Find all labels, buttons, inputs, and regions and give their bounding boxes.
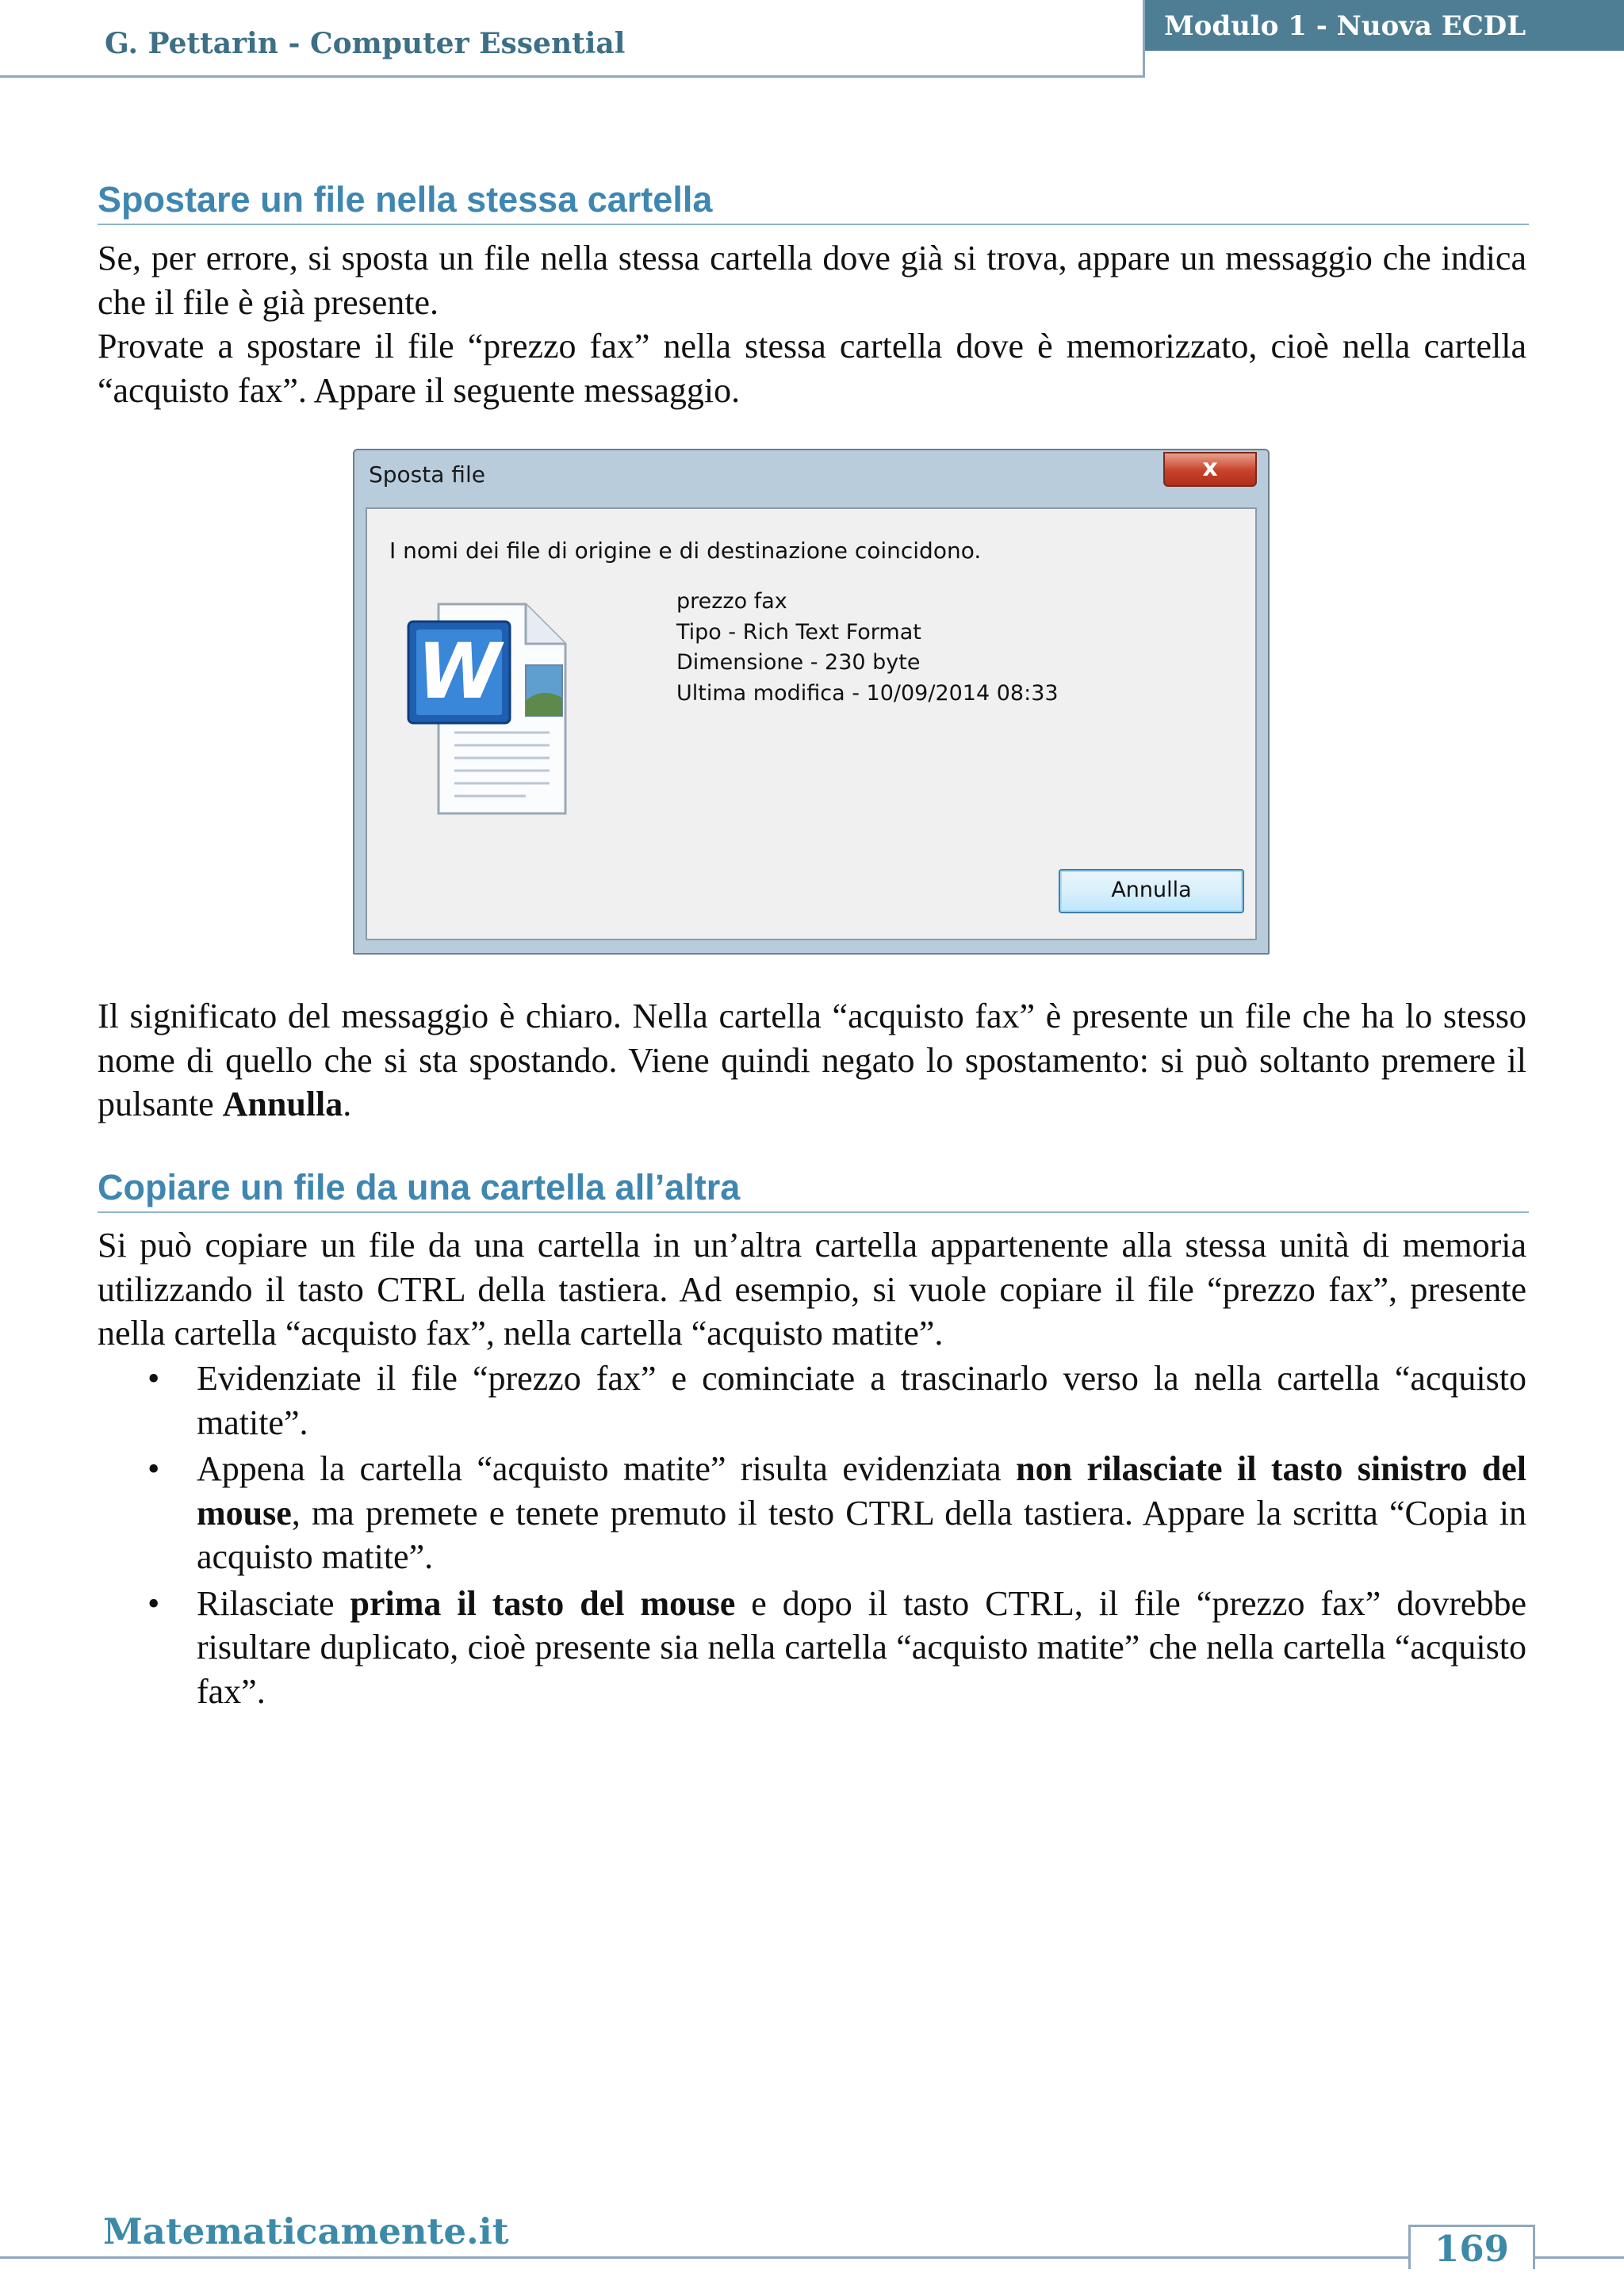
footer-divider [0,2256,1408,2259]
header-left-box [0,0,1145,78]
header-module-tab: Modulo 1 - Nuova ECDL [1145,0,1624,51]
paragraph-3-end: . [343,1085,352,1123]
paragraph-4: Si può copiare un file da una cartella in un’altra cartella appartenente alla stessa unità di memoria utilizzando il tasto CTRL della tastiera. Ad esempio, si vuole copiare il file “prezzo fax”, presente nella cartella “acquisto fax”, nella cartella “acquisto matite”. [98,1226,1526,1353]
bullet-3-bold: prima il tasto del mouse [350,1583,736,1623]
file-type: Tipo - Rich Text Format [676,619,921,645]
bullet-3-text-b: e dopo il tasto CTRL, il file “prezzo fax” dovrebbe risultare duplicato, cioè presente sia nella cartella “acquisto matite” che nella cartella “acquisto fax”. [197,1583,1526,1711]
bullet-icon: • [147,1449,160,1488]
annulla-bold: Annulla [222,1085,343,1123]
section-title-copy-file: Copiare un file da una cartella all’altra [98,1167,1529,1213]
dialog-title: Sposta file [369,461,485,488]
bullet-2-bold: non rilasciate il tasto sinistro del mouse [197,1449,1526,1533]
header-author-title: G. Pettarin - Computer Essential [105,27,626,60]
paragraph-3-text: Il significato del messaggio è chiaro. Nella cartella “acquisto fax” è presente un file che ha lo stesso nome di quello che si sta spostando. Viene quindi negato lo spostamento: si può soltanto premere il pulsante [98,997,1526,1123]
dialog-body [366,507,1257,940]
file-name: prezzo fax [676,589,787,614]
bullet-3-text-a: Rilasciate [197,1583,350,1623]
section-title-move-same-folder: Spostare un file nella stessa cartella [98,179,1529,225]
close-icon[interactable]: x [1163,452,1257,487]
list-item [98,1357,1526,1445]
file-modified: Ultima modifica - 10/09/2014 08:33 [676,680,1059,706]
bullet-1-text: Evidenziate il file “prezzo fax” e cominciate a trascinarlo verso la nella cartella “acquisto matite”. [197,1359,1526,1442]
bullet-list [98,1357,1526,1716]
page-number: 169 [1408,2225,1535,2269]
paragraph-1: Se, per errore, si sposta un file nella stessa cartella dove già si trova, appare un messaggio che indica che il file è già presente. [98,239,1526,322]
footer-divider-right [1535,2256,1624,2259]
word-icon-letter: W [417,627,501,716]
bullet-2-text-a: Appena la cartella “acquisto matite” risulta evidenziata [197,1449,1017,1488]
file-size: Dimensione - 230 byte [676,650,921,675]
footer-site: Matematicamente.it [103,2210,509,2252]
file-info [676,587,1059,709]
dialog-message: I nomi dei file di origine e di destinazione coincidono. [389,538,982,564]
paragraph-3 [98,994,1526,1127]
list-item [98,1582,1526,1714]
bullet-icon: • [147,1359,160,1398]
list-item [98,1447,1526,1579]
annulla-button[interactable]: Annulla [1059,869,1244,913]
bullet-icon: • [147,1583,160,1623]
bullet-2-text-b: , ma premete e tenete premuto il testo CTRL della tastiera. Appare la scritta “Copia in acquisto matite”. [197,1493,1526,1576]
word-document-icon [407,598,581,820]
paragraph-2: Provate a spostare il file “prezzo fax” nella stessa cartella dove è memorizzato, cioè nella cartella “acquisto fax”. Appare il seguente messaggio. [98,327,1526,410]
move-file-dialog [353,449,1270,955]
